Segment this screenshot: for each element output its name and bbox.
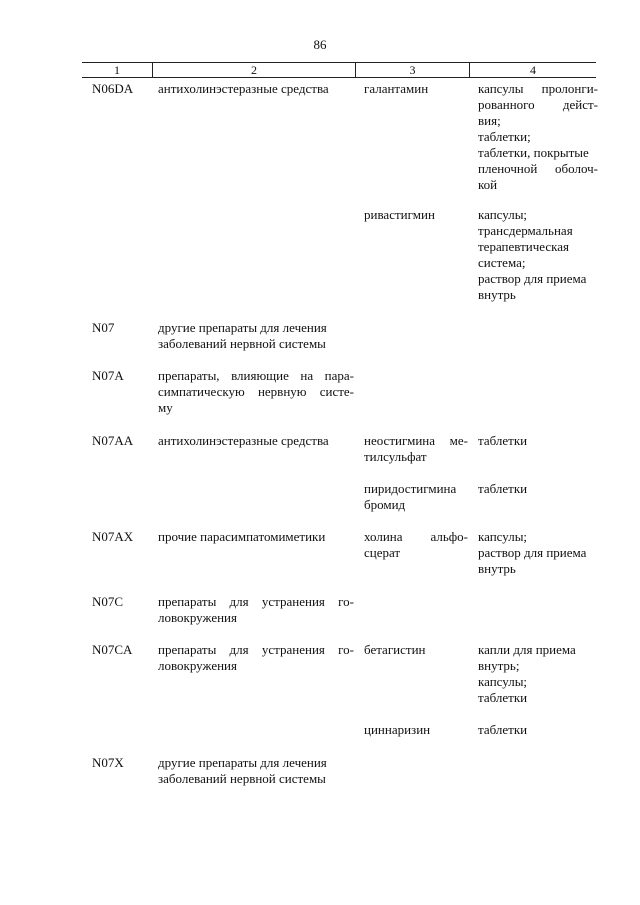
forms-cell [478, 481, 598, 497]
cell-line: симпатическую нервную систе- [158, 384, 354, 399]
cell-line: препараты, влияющие на пара- [158, 368, 354, 383]
cell-line: вия; [478, 113, 501, 128]
code-cell [92, 368, 154, 384]
cell-line: холина альфо- [364, 529, 468, 544]
cell-line: N07AX [92, 529, 134, 544]
page-number: 86 [313, 37, 327, 52]
cell-line: препараты для устранения го- [158, 642, 354, 657]
group-cell [158, 529, 354, 545]
cell-line: внутрь; [478, 658, 520, 673]
cell-line: таблетки, покрытые [478, 145, 589, 160]
drug-cell [364, 207, 468, 223]
cell-line: терапевтическая [478, 239, 569, 254]
group-cell [158, 642, 354, 674]
cell-line: пленочной оболоч- [478, 161, 598, 176]
cell-line: тилсульфат [364, 449, 427, 464]
code-cell [92, 755, 154, 771]
cell-line: ловокружения [158, 658, 237, 673]
cell-line: ривастигмин [364, 207, 435, 222]
group-cell [158, 433, 354, 449]
cell-line: заболеваний нервной системы [158, 771, 326, 786]
drug-cell [364, 642, 468, 658]
code-cell [92, 594, 154, 610]
cell-line: циннаризин [364, 722, 431, 737]
cell-line: N07AA [92, 433, 134, 448]
forms-cell [478, 207, 598, 303]
cell-line: бетагистин [364, 642, 426, 657]
cell-line: раствор для приема [478, 545, 587, 560]
cell-line: N07X [92, 755, 124, 770]
header-col-3: 3 [355, 63, 469, 77]
drug-cell [364, 481, 468, 513]
cell-line: N07 [92, 320, 115, 335]
cell-line: капсулы; [478, 207, 528, 222]
cell-line: N07C [92, 594, 124, 609]
cell-line: прочие парасимпатомиметики [158, 529, 326, 544]
group-cell [158, 320, 354, 352]
forms-cell [478, 722, 598, 738]
cell-line: антихолинэстеразные средства [158, 81, 329, 96]
drug-cell [364, 81, 468, 97]
cell-line: капсулы пролонги- [478, 81, 598, 96]
cell-line: таблетки [478, 722, 528, 737]
cell-line: система; [478, 255, 526, 270]
header-col-4: 4 [469, 63, 596, 77]
table-header [82, 62, 596, 78]
cell-line: другие препараты для лечения [158, 320, 327, 335]
cell-line: пиридостигмина [364, 481, 457, 496]
cell-line: сцерат [364, 545, 401, 560]
header-col-2: 2 [152, 63, 355, 77]
drug-cell [364, 529, 468, 561]
code-cell [92, 433, 154, 449]
cell-line: капсулы; [478, 674, 528, 689]
cell-line: рованного дейст- [478, 97, 598, 112]
cell-line: N06DA [92, 81, 134, 96]
cell-line: внутрь [478, 287, 516, 302]
cell-line: ловокружения [158, 610, 237, 625]
cell-line: трансдермальная [478, 223, 573, 238]
group-cell [158, 368, 354, 416]
cell-line: капли для приема [478, 642, 576, 657]
cell-line: неостигмина ме- [364, 433, 468, 448]
cell-line: препараты для устранения го- [158, 594, 354, 609]
cell-line: бромид [364, 497, 406, 512]
code-cell [92, 529, 154, 545]
cell-line: антихолинэстеразные средства [158, 433, 329, 448]
cell-line: внутрь [478, 561, 516, 576]
code-cell [92, 642, 154, 658]
cell-line: другие препараты для лечения [158, 755, 327, 770]
cell-line: раствор для приема [478, 271, 587, 286]
code-cell [92, 320, 154, 336]
forms-cell [478, 81, 598, 193]
cell-line: N07CA [92, 642, 133, 657]
cell-line: N07A [92, 368, 124, 383]
cell-line: галантамин [364, 81, 429, 96]
cell-line: таблетки [478, 433, 528, 448]
forms-cell [478, 642, 598, 706]
cell-line: капсулы; [478, 529, 528, 544]
forms-cell [478, 529, 598, 577]
drug-cell [364, 433, 468, 465]
header-col-1: 1 [114, 63, 120, 77]
drug-cell [364, 722, 468, 738]
group-cell [158, 594, 354, 626]
cell-line: кой [478, 177, 498, 192]
cell-line: му [158, 400, 173, 415]
group-cell [158, 81, 354, 97]
forms-cell [478, 433, 598, 449]
cell-line: таблетки [478, 481, 528, 496]
cell-line: таблетки [478, 690, 528, 705]
cell-line: заболеваний нервной системы [158, 336, 326, 351]
cell-line: таблетки; [478, 129, 531, 144]
code-cell [92, 81, 154, 97]
group-cell [158, 755, 354, 787]
